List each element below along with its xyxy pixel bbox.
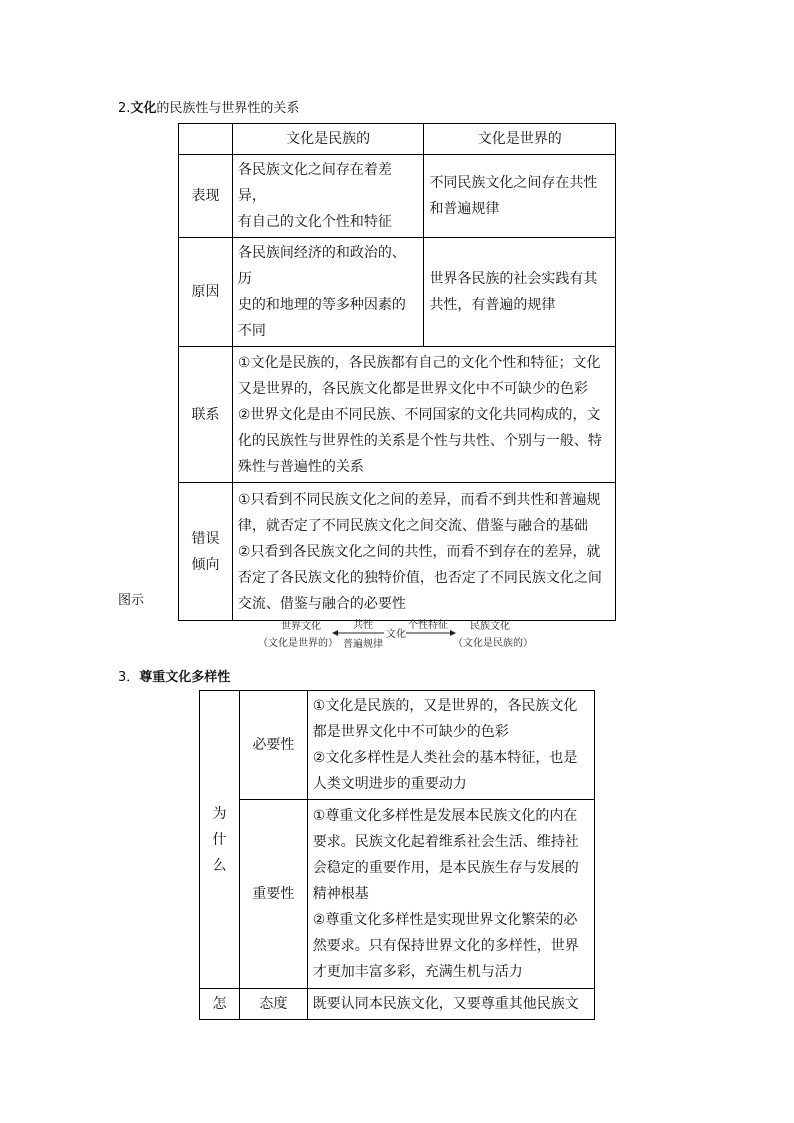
manifestation-world: 不同民族文化之间存在共性 和普遍规律: [424, 155, 616, 238]
error-tendency-text: ①只看到不同民族文化之间的差异，而看不到共性和普遍规 律，就否定了不同民族文化之间交流、借鉴与融合的基础 ②只看到各民族文化之间的共性，而看不到存在的差异，就 否定了各民族文化的独特价值，也否定了不同民族文化之间 交流、借鉴与融合的必要性: [232, 483, 615, 621]
header-empty-cell: [179, 124, 233, 155]
nationality-worldliness-table: [178, 123, 616, 621]
table-row: [200, 691, 595, 800]
heading-bold: 尊重文化多样性: [139, 670, 231, 685]
row-label-error-tendency: 错误 倾向: [179, 483, 233, 621]
header-world: 文化是世界的: [424, 124, 616, 155]
section3-heading: [118, 666, 230, 685]
header-national: 文化是民族的: [232, 124, 424, 155]
connection-text: ①文化是民族的，各民族都有自己的文化个性和特征；文化 又是世界的，各民族文化都是世界文化中不可缺少的色彩 ②世界文化是由不同民族、不同国家的文化共同构成的，文 化的民族性与世界性的关系是个性与共性、个别与一般、特 殊性与普遍性的关系: [232, 347, 615, 483]
world-culture-note: （文化是世界的）: [258, 638, 338, 649]
left-arrow-head: [332, 630, 338, 636]
section2-heading: [118, 97, 299, 116]
commonality-label: 共性: [353, 620, 373, 631]
heading-number: 2.: [118, 101, 131, 116]
row-label-connection: 联系: [179, 347, 233, 483]
manifestation-national: 各民族文化之间存在着差异， 有自己的文化个性和特征: [232, 155, 424, 238]
table-row: [200, 800, 595, 989]
diagram-title: 图示: [118, 593, 145, 608]
heading-number: 3．: [118, 670, 140, 685]
universal-law-label: 普遍规律: [343, 639, 383, 650]
heading-bold: 文化: [130, 101, 157, 116]
table-row: [179, 155, 616, 238]
table-row: [179, 483, 616, 621]
heading-rest: 的民族性与世界性的关系: [156, 101, 300, 116]
row-label-why: 为 什 么: [200, 691, 240, 989]
row-label-reason: 原因: [179, 238, 233, 347]
attitude-label: 态度: [239, 989, 307, 1020]
table-row: [200, 989, 595, 1020]
row-label-how: 怎: [200, 989, 240, 1020]
culture-center-label: 文化: [386, 629, 406, 640]
diagram-arrows: [330, 626, 460, 640]
world-culture-label: 世界文化: [281, 621, 321, 632]
reason-world: 世界各民族的社会实践有其 共性，有普遍的规律: [424, 238, 616, 347]
attitude-text: 既要认同本民族文化，又要尊重其他民族文: [307, 989, 594, 1020]
row-label-manifestation: 表现: [179, 155, 233, 238]
necessity-label: 必要性: [239, 691, 307, 800]
national-culture-label: 民族文化: [470, 621, 510, 632]
right-arrow-head: [450, 630, 456, 636]
table-row: [179, 238, 616, 347]
necessity-text: ①文化是民族的，又是世界的，各民族文化 都是世界文化中不可缺少的色彩 ②文化多样性是人类社会的基本特征，也是 人类文明进步的重要动力: [307, 691, 594, 800]
reason-national: 各民族间经济的和政治的、历 史的和地理的等多种因素的 不同: [232, 238, 424, 347]
importance-text: ①尊重文化多样性是发展本民族文化的内在 要求。民族文化起着维系社会生活、维持社 会稳定的重要作用，是本民族生存与发展的 精神根基 ②尊重文化多样性是实现世界文化繁荣的必 然要求。只有保持世界文化的多样性，世界 才更加丰富多彩，充满生机与活力: [307, 800, 594, 989]
national-culture-note: （文化是民族的）: [453, 638, 533, 649]
table-row: [179, 347, 616, 483]
importance-label: 重要性: [239, 800, 307, 989]
cultural-diversity-table: [199, 690, 595, 1020]
individuality-label: 个性特征: [408, 620, 448, 631]
